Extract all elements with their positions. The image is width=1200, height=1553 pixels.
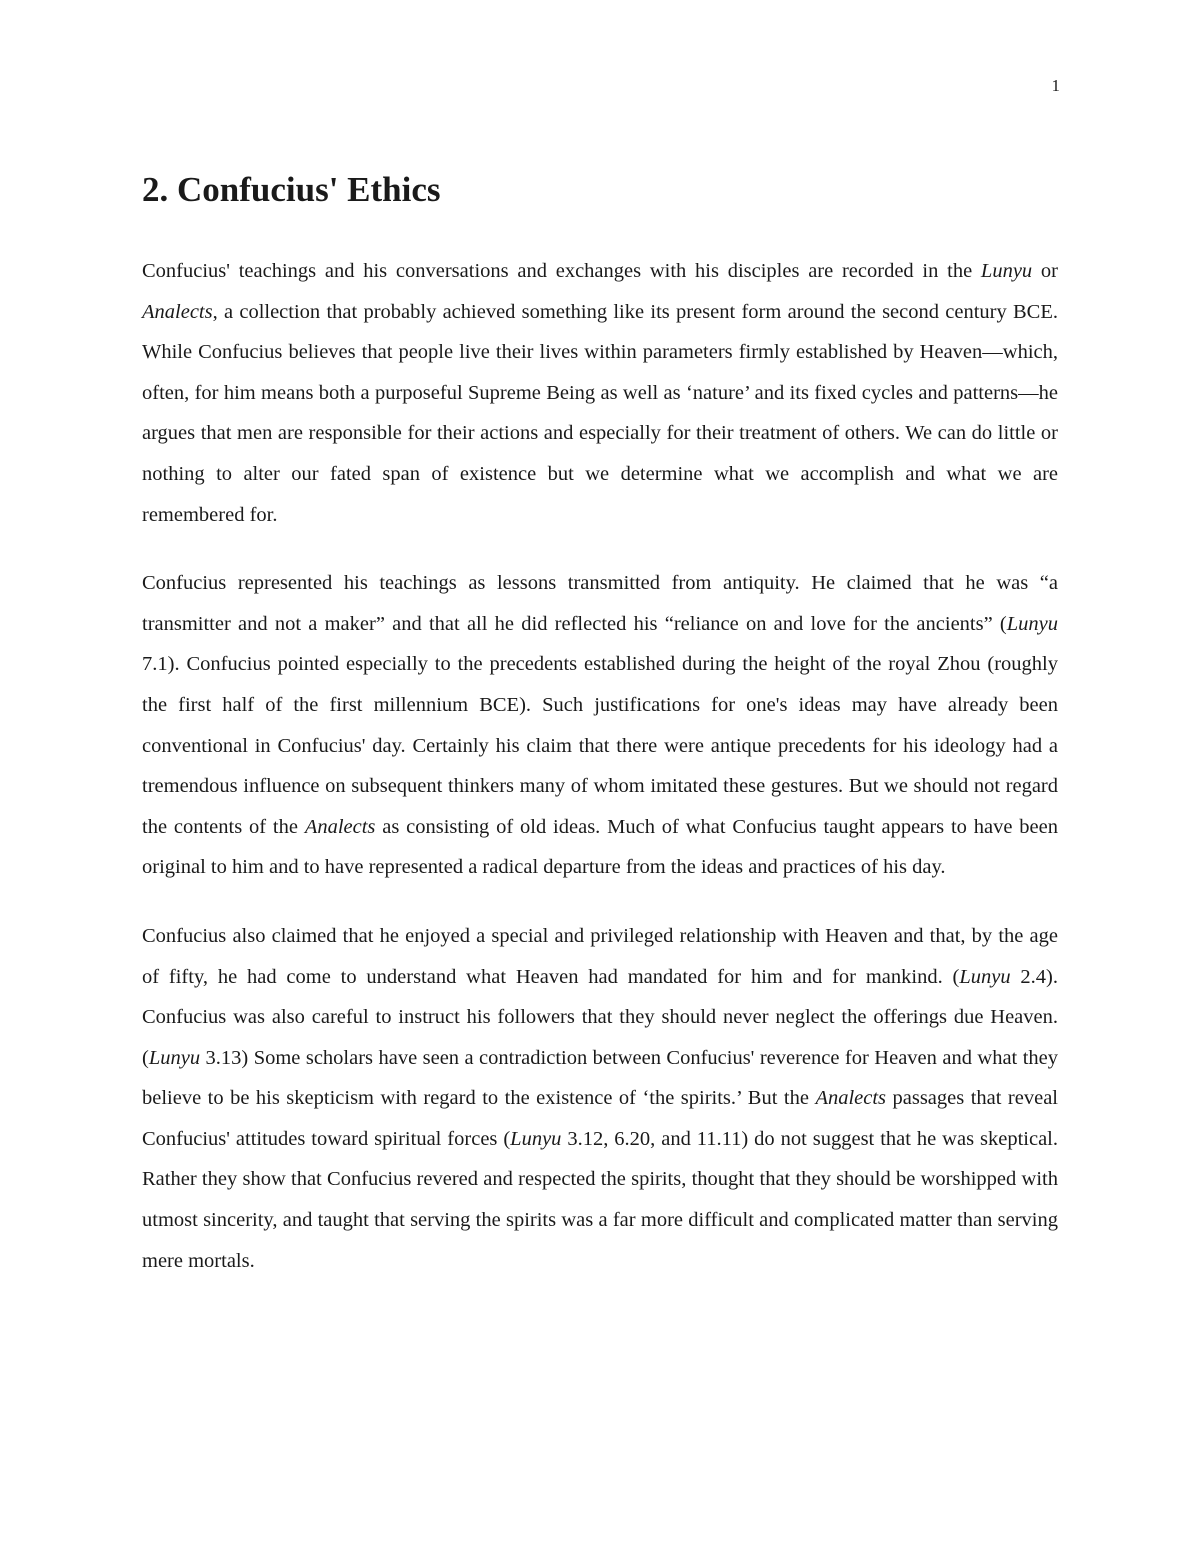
paragraph-text: Confucius also claimed that he enjoyed a special and privileged relationship with Heaven and that, by the age of fifty, he had come to understand what Heaven had mandated for him and for mankind. ( (142, 924, 1058, 988)
italic-title-text: Lunyu (510, 1127, 562, 1150)
page-number: 1 (1051, 76, 1060, 95)
paragraph-text: or (1032, 260, 1058, 282)
italic-title-text: Lunyu (1006, 612, 1058, 635)
italic-title-text: Analects (142, 300, 213, 323)
paragraph-text: 7.1). Confucius pointed especially to the precedents established during the height of the royal Zhou (roughly the first half of the first millennium BCE). Such justifications for one's ideas may have already been conventional in Confucius' day. Certainly his claim that there were antique precedents for his ideology had a tremendous influence on subsequent thinkers many of whom imitated these gestures. But we should not regard the contents of the (142, 653, 1058, 838)
paragraph-2 (142, 563, 1058, 888)
paragraph-text: 3.13) Some scholars have seen a contradiction between Confucius' reverence for Heaven and what they believe to be his skepticism with regard to the existence of ‘the spirits.’ But the (142, 1046, 1058, 1110)
paragraph-text: Confucius represented his teachings as lessons transmitted from antiquity. He claimed that he was “a transmitter and not a maker” and that all he did reflected his “reliance on and love for the ancients” ( (142, 572, 1058, 635)
italic-title-text: Lunyu (980, 260, 1033, 282)
paragraph-text: 3.12, 6.20, and 11.11) do not suggest that he was skeptical. Rather they show that Confucius revered and respected the spirits, thought that they should be worshipped with utmost sincerity, and taught that serving the spirits was a far more difficult and complicated matter than serving mere mortals. (142, 1127, 1058, 1272)
italic-title-text: Lunyu (148, 1046, 201, 1069)
paragraph-text: , a collection that probably achieved something like its present form around the second century BCE. While Confucius believes that people live their lives within parameters firmly established by Heaven—which, often, for him means both a purposeful Supreme Being as well as ‘nature’ and its fixed cycles and patterns—he argues that men are responsible for their actions and especially for their treatment of others. We can do little or nothing to alter our fated span of existence but we determine what we accomplish and what we are remembered for. (142, 300, 1058, 526)
document-body (142, 251, 1058, 1309)
paragraph-text: as consisting of old ideas. Much of what Confucius taught appears to have been original to him and to have represented a radical departure from the ideas and practices of his day. (142, 815, 1058, 879)
italic-title-text: Lunyu (959, 965, 1011, 988)
paragraph-text: passages that reveal Confucius' attitudes toward spiritual forces ( (142, 1087, 1058, 1150)
paragraph-text: 2.4). Confucius was also careful to instruct his followers that they should never neglect the offerings due Heaven. ( (142, 965, 1059, 1069)
italic-title-text: Analects (304, 815, 376, 838)
italic-title-text: Analects (815, 1087, 887, 1110)
document-title: 2. Confucius' Ethics (142, 170, 441, 209)
paragraph-text: Confucius' teachings and his conversations and exchanges with his disciples are recorded in the (142, 260, 981, 282)
paragraph-3 (142, 916, 1058, 1281)
paragraph-1 (142, 251, 1058, 535)
